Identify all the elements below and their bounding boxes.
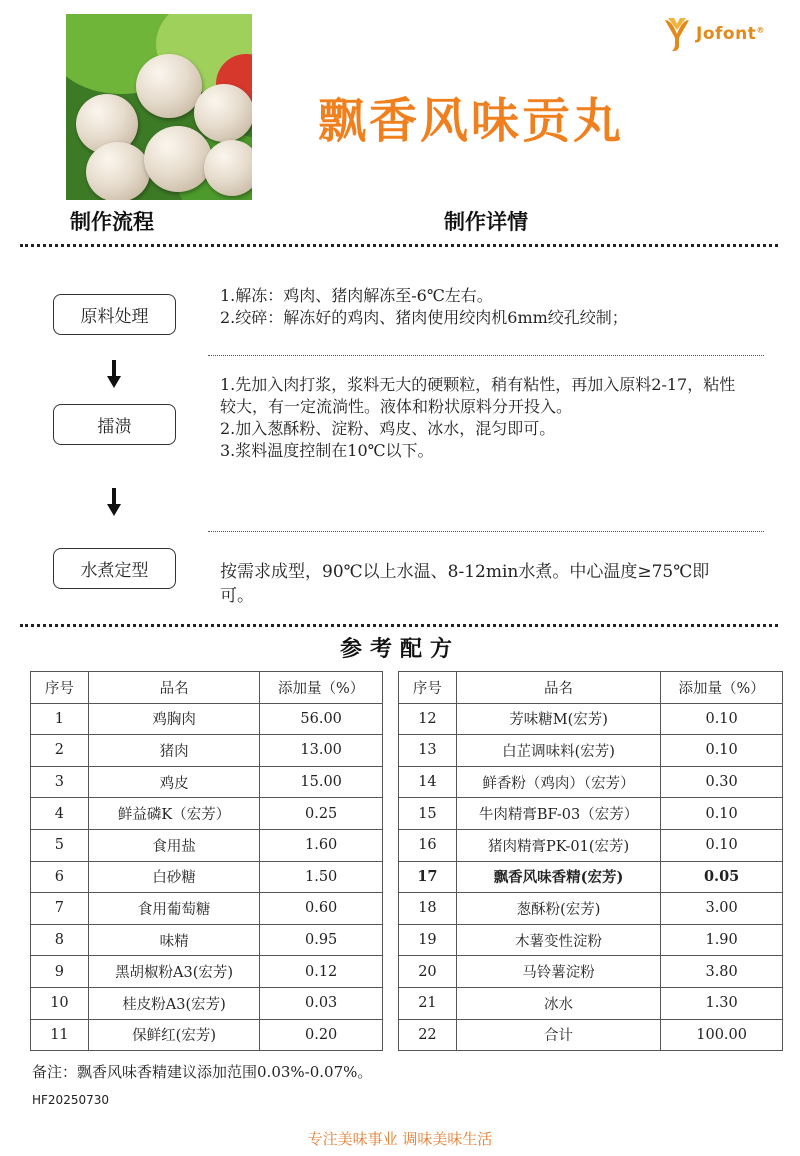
table-row [399,829,783,861]
cell-amount: 100.00 [661,1019,783,1051]
step-box-boiling: 水煮定型 [53,548,176,589]
process-heading: 制作流程 [70,210,154,234]
cell-amount: 0.10 [661,703,783,735]
table-row [31,893,383,925]
cell-no: 16 [399,829,457,861]
cell-name: 桂皮粉A3(宏芳) [88,987,259,1019]
cell-name: 葱酥粉(宏芳) [456,893,660,925]
cell-no: 1 [31,703,89,735]
cell-amount: 0.30 [661,766,783,798]
cell-amount: 0.10 [661,735,783,767]
brand-mark: ® [756,25,765,35]
cell-name: 白芷调味料(宏芳) [456,735,660,767]
step-box-raw-material: 原料处理 [53,294,176,335]
table-row [399,735,783,767]
cell-name: 食用葡萄糖 [88,893,259,925]
cell-amount: 15.00 [260,766,383,798]
table-row [31,766,383,798]
table-row [31,1019,383,1051]
cell-name: 木薯变性淀粉 [456,924,660,956]
cell-no: 20 [399,956,457,988]
cell-no: 4 [31,798,89,830]
cell-name: 猪肉 [88,735,259,767]
step-box-mixing: 擂溃 [53,404,176,445]
table-row [399,924,783,956]
cell-no: 5 [31,829,89,861]
cell-no: 14 [399,766,457,798]
header-amount: 添加量（%） [661,672,783,704]
product-photo [66,14,252,200]
cell-name: 鲜益磷K（宏芳） [88,798,259,830]
table-row [31,798,383,830]
cell-no: 10 [31,987,89,1019]
cell-amount: 0.10 [661,798,783,830]
header-no: 序号 [31,672,89,704]
cell-amount: 0.12 [260,956,383,988]
formula-table-right [398,671,783,1051]
cell-name: 猪肉精膏PK-01(宏芳) [456,829,660,861]
cell-name: 食用盐 [88,829,259,861]
cell-amount: 56.00 [260,703,383,735]
cell-name: 合计 [456,1019,660,1051]
table-row [399,956,783,988]
cell-no: 15 [399,798,457,830]
cell-amount: 0.10 [661,829,783,861]
table-row [399,703,783,735]
page-title: 飘香风味贡丸 [318,93,625,149]
divider-step-2 [208,531,764,532]
table-header-row [31,672,383,704]
cell-no: 22 [399,1019,457,1051]
cell-amount: 0.20 [260,1019,383,1051]
cell-name: 鲜香粉（鸡肉）（宏芳） [456,766,660,798]
step-line: 1.先加入肉打浆，浆料无大的硬颗粒，稍有粘性，再加入原料2-17，粘性较大，有一定流淌性。液体和粉状原料分开投入。 [220,375,736,416]
divider-top [20,244,778,247]
cell-amount: 13.00 [260,735,383,767]
cell-name: 鸡皮 [88,766,259,798]
table-row [31,924,383,956]
step-line: 2.绞碎：解冻好的鸡肉、猪肉使用绞肉机6mm绞孔绞制； [220,308,628,327]
table-row [31,956,383,988]
cell-amount: 1.30 [661,987,783,1019]
table-row [31,703,383,735]
cell-amount: 0.03 [260,987,383,1019]
table-row [31,829,383,861]
step-desc-mixing [220,374,748,462]
cell-amount: 0.05 [661,861,783,893]
step-line: 1.解冻：鸡肉、猪肉解冻至-6℃左右。 [220,286,493,305]
brand-logo [662,14,765,54]
arrow-down-icon [107,360,121,388]
cell-name: 马铃薯淀粉 [456,956,660,988]
header-name: 品名 [456,672,660,704]
table-row [399,861,783,893]
cell-amount: 1.60 [260,829,383,861]
cell-no: 2 [31,735,89,767]
cell-name: 冰水 [456,987,660,1019]
cell-name: 飘香风味香精(宏芳) [456,861,660,893]
cell-no: 6 [31,861,89,893]
table-header-row [399,672,783,704]
formula-title: 参考配方 [339,637,460,662]
footer-slogan: 专注美味事业 调味美味生活 [307,1130,493,1148]
footer-note: 备注：飘香风味香精建议添加范围0.03%-0.07%。 [32,1063,373,1081]
cell-no: 19 [399,924,457,956]
brand-name: Jofont [696,24,757,44]
cell-amount: 3.00 [661,893,783,925]
cell-no: 7 [31,893,89,925]
divider-step-1 [208,355,764,356]
cell-no: 17 [399,861,457,893]
cell-name: 白砂糖 [88,861,259,893]
cell-no: 11 [31,1019,89,1051]
cell-no: 8 [31,924,89,956]
header-name: 品名 [88,672,259,704]
details-heading: 制作详情 [444,210,528,234]
cell-name: 黑胡椒粉A3(宏芳) [88,956,259,988]
cell-amount: 0.95 [260,924,383,956]
cell-name: 保鲜红(宏芳) [88,1019,259,1051]
cell-name: 味精 [88,924,259,956]
step-line: 按需求成型，90℃以上水温、8-12min水煮。中心温度≥75℃即可。 [220,562,710,606]
cell-no: 13 [399,735,457,767]
cell-no: 21 [399,987,457,1019]
step-line: 2.加入葱酥粉、淀粉、鸡皮、冰水，混匀即可。 [220,419,556,438]
cell-no: 12 [399,703,457,735]
table-row [399,1019,783,1051]
cell-no: 3 [31,766,89,798]
cell-amount: 3.80 [661,956,783,988]
cell-name: 牛肉精膏BF-03（宏芳） [456,798,660,830]
table-row [31,861,383,893]
cell-name: 鸡胸肉 [88,703,259,735]
document-code: HF20250730 [32,1093,110,1107]
table-row [31,735,383,767]
arrow-down-icon [107,488,121,516]
step-desc-raw-material [220,285,770,329]
cell-name: 芳味糖M(宏芳) [456,703,660,735]
table-row [399,893,783,925]
logo-icon [662,16,692,52]
cell-no: 18 [399,893,457,925]
step-line: 3.浆料温度控制在10℃以下。 [220,441,434,460]
header-no: 序号 [399,672,457,704]
table-row [399,987,783,1019]
step-desc-boiling [220,560,720,608]
cell-amount: 0.60 [260,893,383,925]
table-row [399,798,783,830]
cell-no: 9 [31,956,89,988]
cell-amount: 1.50 [260,861,383,893]
table-row [31,987,383,1019]
cell-amount: 1.90 [661,924,783,956]
table-row [399,766,783,798]
cell-amount: 0.25 [260,798,383,830]
formula-table-left [30,671,383,1051]
divider-formula [20,624,778,627]
header-amount: 添加量（%） [260,672,383,704]
